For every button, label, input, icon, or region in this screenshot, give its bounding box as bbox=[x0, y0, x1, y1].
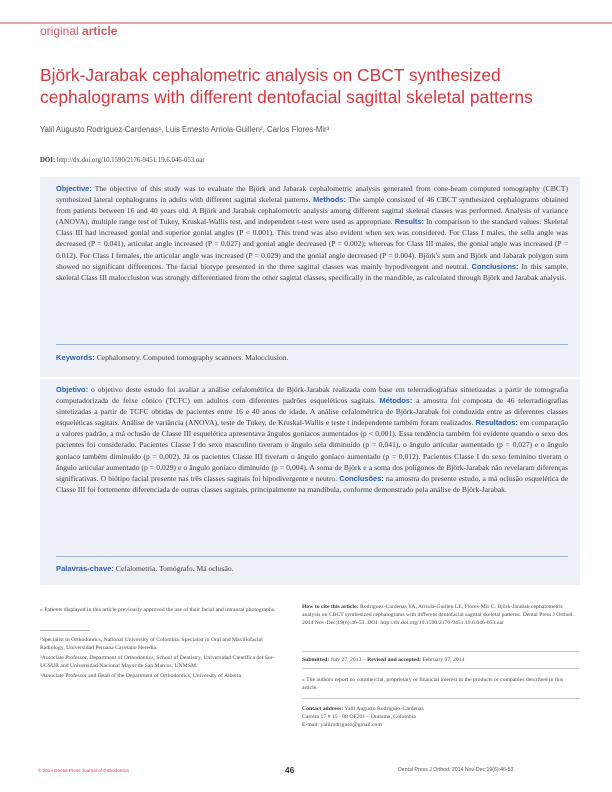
affiliations bbox=[40, 636, 286, 682]
accepted-date: February 07, 2014 bbox=[422, 657, 465, 663]
conclusoes-text: na amostra do presente estudo, a má oclusão esquelética de Classe III foi fortemente diferenciada de outras classes sagitais, principalmente na mandíbula, conforme demonstrado pela análise de Björk-Jarabak. bbox=[56, 473, 569, 494]
how-to-cite bbox=[302, 603, 580, 628]
dates-divider bbox=[302, 668, 580, 669]
contact-email[interactable]: E-mail: yalilrodriguez@gmail.com bbox=[302, 722, 382, 729]
keywords-text: Cephalometry. Computed tomography scanners. Malocclusion. bbox=[96, 353, 289, 362]
contact-heading: Contact address: bbox=[302, 706, 344, 712]
methods-text: The sample consisted of 46 CBCT synthesized cephalograms obtained from patients between 16 and 40 years old. A Björk and Jarabak cephalometric analysis among different sagittal skeletal classes was performed. Analysis of variance (ANOVA), multiple range test of Tukey, Kruskal-Wallis test, and independent t-test were used as appropriate. bbox=[56, 195, 568, 227]
page-number: 46 bbox=[285, 765, 295, 775]
metodos-heading: Métodos: bbox=[379, 396, 413, 406]
author-list: Yalil Augusto Rodriguez-Cardenas¹, Luis Ernesto Arriola-Guillen², Carlos Flores-Mir³ bbox=[40, 125, 330, 134]
objective-heading: Objective: bbox=[56, 184, 92, 193]
conclusions-heading: Conclusions: bbox=[471, 261, 519, 271]
doi-line bbox=[40, 157, 205, 164]
objetivo-heading: Objetivo: bbox=[56, 385, 89, 394]
objetivo-text: o objetivo deste estudo foi avaliar a análise cefalométrica de Björk-Jarabak realizada com base em telerradiografias sintetizadas a partir de tomografia computadorizada de feixe cônico (TCFC) em adultos com diferentes padrões esqueléticos sagitais. bbox=[56, 385, 569, 406]
contact-address bbox=[302, 705, 580, 730]
section-tag-light: original bbox=[40, 24, 79, 38]
metodos-text: a amostra foi composta de 46 telerradiografias sintetizadas a partir de TCFC obtidas de pacientes entre 16 e 40 anos de idade. A análise cefalométrica de Björk-Jarabak foi conduzida entre as diferentes classes esqueléticas sagitais. Análise de variância (ANOVA), teste de Tukey, de Kruskal-Wallis e teste t independente também foram realizados. bbox=[56, 396, 568, 428]
submission-dates: Submitted: July 27, 2013 – Revised and accepted: February 07, 2014 bbox=[302, 657, 465, 663]
cite-heading: How to cite this article: bbox=[302, 604, 359, 610]
palavras-chave-text: Cefalometria. Tomógrafo. Má oclusão. bbox=[115, 564, 234, 573]
article-title: Björk-Jarabak cephalometric analysis on CBCT synthesized cephalograms with different dentofacial sagittal skeletal patterns bbox=[40, 65, 533, 107]
disclosure-divider bbox=[302, 698, 580, 699]
keywords-line bbox=[56, 353, 568, 362]
conclusions-text: In this sample, skeletal Class III malocclusion was strongly differentiated from the other sagittal classes, specifically in the mandible, as calculated through Björk and Jarabak analysis. bbox=[56, 261, 568, 282]
results-heading: Results: bbox=[394, 217, 424, 227]
results-text: In comparison to the standard values: Skeletal Class III had increased gonial and superior gonial angles (P < 0.001). This trend was also evident when sex was considered. For Class I males, the sella angle was decreased (P = 0.041), articular angle increased (P = 0.027) and gonial angle decreased (P = 0.002); whereas for Class III males, the gonial angle was increased (P = 0.012). For Class I females, the articular angle was increased (P = 0.029) and the gonial angle decreased (P = 0.004). Björk's sum and Björk and Jabarak polygon sum showed no significant differences. The facial biotype presented in the three sagittal classes was mainly hypodivergent and neutral. bbox=[56, 217, 568, 271]
palavras-chave-heading: Palavras-chave: bbox=[56, 564, 114, 573]
conclusoes-heading: Conclusões: bbox=[339, 473, 384, 483]
doi-label: DOI: bbox=[40, 157, 56, 164]
contact-street: Carrera 17 # 15 - 08 OF201 – Duitama, Colombia bbox=[302, 714, 416, 721]
contact-name: Yalil Augusto Rodriguez-Cardenas bbox=[344, 706, 424, 712]
affiliations-rule bbox=[40, 630, 90, 631]
affiliation-3: ³Associate Professor and Head of the Department of Orthodontics, University of Alberta. bbox=[40, 673, 243, 679]
affiliation-1: ¹Specialist in Orthodontics, National University of Colombia. Specialist in Oral and Maxillofacial Radiology, Universidad Peruana Cayetano Heredia. bbox=[40, 637, 263, 652]
abstract-english bbox=[40, 177, 580, 377]
footer-copyright: © 2014 Dental Press Journal of Orthodontics bbox=[38, 768, 130, 773]
section-tag-bold: article bbox=[82, 24, 118, 38]
objective-text: The objective of this study was to evaluate the Björk and Jabarak cephalometric analysis generated from cone-beam computed tomography (CBCT) synthesized lateral cephalograms in adults with different sagittal skeletal patterns. bbox=[56, 184, 568, 205]
disclosure-note: » The authors report no commercial, proprietary or financial interest in the products or companies described in this article. bbox=[302, 677, 564, 692]
keywords-divider bbox=[56, 344, 568, 345]
methods-heading: Methods: bbox=[313, 195, 346, 205]
abstract-portuguese-text bbox=[56, 384, 568, 495]
footer-citation: Dental Press J Orthod. 2014 Nov-Dec;19(6):46-53 bbox=[398, 767, 514, 773]
accepted-label: Revised and accepted: bbox=[367, 657, 422, 663]
keywords-heading: Keywords: bbox=[56, 353, 95, 362]
affiliation-2: ²Associate Professor, Department of Orthodontics, School of Dentistry, Universidad Científica del Sur-UCSUR and Universidad Nacional Mayor de San Marcos, UNMSM. bbox=[40, 655, 275, 670]
palavras-chave-line bbox=[56, 564, 568, 573]
abstract-english-text bbox=[56, 183, 568, 283]
resultados-heading: Resultados: bbox=[475, 418, 518, 428]
cite-divider bbox=[302, 651, 580, 652]
submitted-label: Submitted: bbox=[302, 657, 330, 663]
section-tag bbox=[40, 24, 117, 38]
resultados-text: em comparação a valores padrão, a má oclusão de Classe III esquelética apresentava ângulos goníacos aumentados (p < 0,001). Essa tendência também foi evidente quando o sexo dos pacientes foi considerado. Pacientes Classe I do sexo masculino tiveram o ângulo sela diminuído (p = 0,041), o ângulo articular aumentado (p = 0,027) e o ângulo goníaco também diminuído (p = 0,002). Já os pacientes Classe III tiveram o ângulo goníaco aumentado (p = 0,012). Pacientes Classe I do sexo feminino tiveram o ângulo articular aumentado (p = 0,029) e o ângulo goníaco diminuído (p = 0,004). A soma de Björk e a soma dos polígonos de Björk-Jarabak não revelaram diferenças significativas. O biótipo facial presente nas três classes sagitais foi hipodivergente e neutro. bbox=[56, 418, 569, 483]
patients-note: » Patients displayed in this article previously approved the use of their facial and intraoral photographs. bbox=[40, 607, 276, 613]
cite-text: Rodriguez-Cardenas YA, Arriola-Guillen LE, Flores-Mir C. Björk-Jarabak cephalometric analysis on CBCT synthesized cephalograms with different dentofacial sagittal skeletal patterns. Dental Press J Orthod. 2014 Nov-Dec;19(6):46-53. DOI: http://dx.doi.org/10.1590/2176-9451.19.6.046-053.oar bbox=[302, 604, 574, 627]
doi-link[interactable]: http://dx.doi.org/10.1590/2176-9451.19.6.046-053.oar bbox=[56, 157, 205, 164]
abstract-portuguese bbox=[40, 379, 580, 585]
palavras-chave-divider bbox=[56, 556, 568, 557]
submitted-date: July 27, 2013 bbox=[330, 657, 362, 663]
